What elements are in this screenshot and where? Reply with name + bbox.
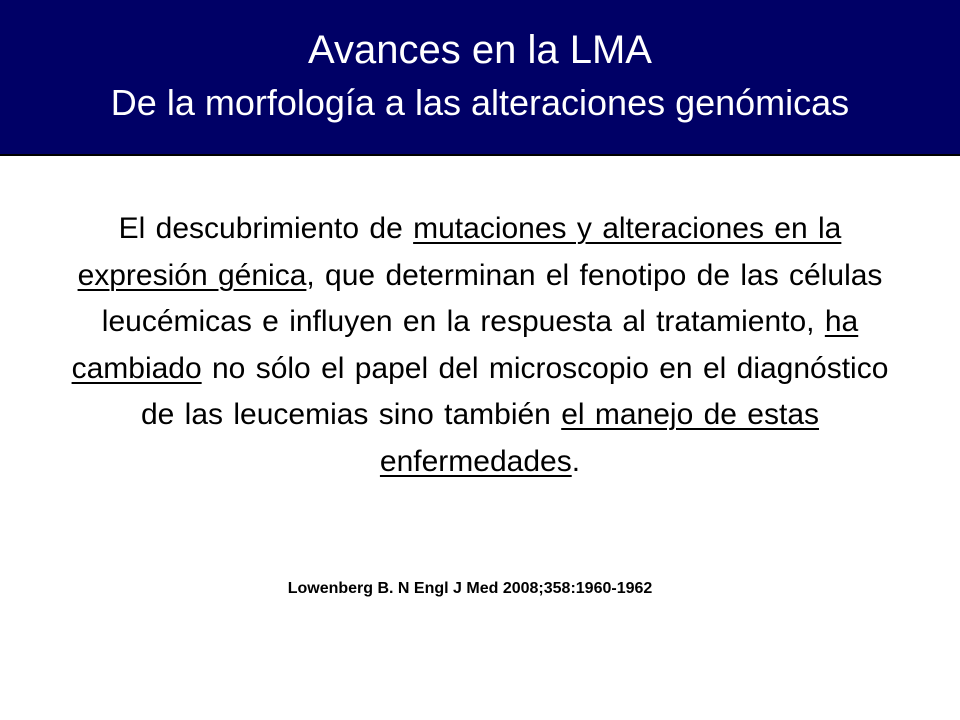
underlined-phrase-ha-cambiado: ha cambiado [71, 305, 859, 385]
slide-title: Avances en la LMA [308, 28, 652, 72]
body-segment: no sólo el papel del microscopio en el diagnóstico de las leucemias sino también [140, 351, 889, 431]
underlined-phrase-manejo: el manejo de estas enfermedades [379, 398, 820, 478]
body-segment: El descubrimiento de [118, 212, 414, 245]
body-segment: , que determinan el fenotipo de las células leucémicas e influyen en la respuesta al tratamiento, [101, 258, 883, 338]
citation: Lowenberg B. N Engl J Med 2008;358:1960-1962 [287, 580, 653, 597]
underlined-phrase-mutaciones: mutaciones y alteraciones en la expresión génica [77, 212, 842, 292]
body-segment: . [571, 444, 581, 478]
title-banner [0, 0, 960, 156]
body-paragraph [64, 206, 896, 485]
slide-subtitle: De la morfología a las alteraciones genómicas [110, 82, 850, 123]
